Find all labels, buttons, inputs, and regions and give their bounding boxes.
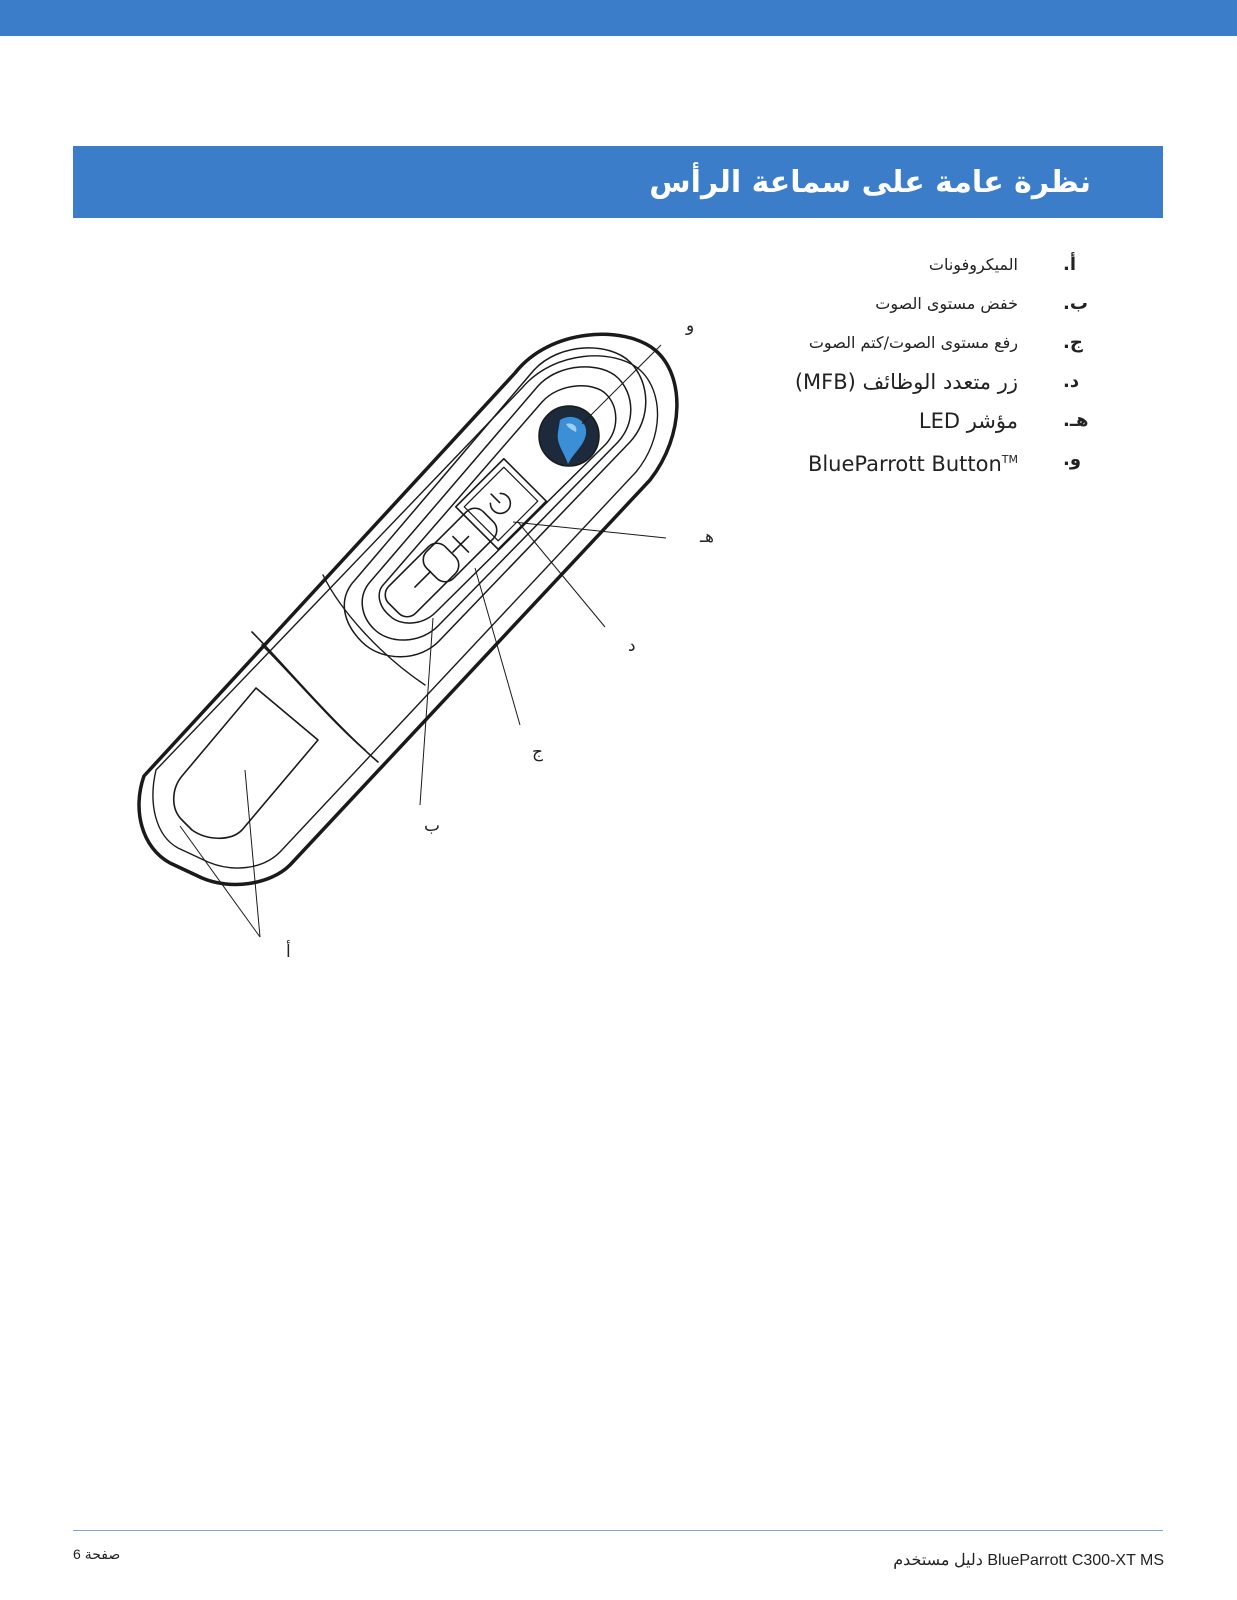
legend-text: رفع مستوى الصوت/كتم الصوت [808,333,1018,352]
legend-letter: ج [1069,332,1083,353]
legend-letter: أ [1069,254,1077,275]
headset-illustration [120,300,760,1000]
callout-a: أ [286,942,291,962]
mfb-button [456,459,547,550]
title-banner [73,146,1163,218]
callout-f: و [686,316,695,336]
blueparrott-button-logo [539,406,599,466]
top-color-bar [0,0,1237,36]
legend-item-volume-up-mute: ج. رفع مستوى الصوت/كتم الصوت [760,330,1090,369]
headset-figure [120,300,760,1000]
parts-legend [760,252,1090,486]
legend-item-led: هـ. مؤشر LED [918,409,1089,433]
page-title: نظرة عامة على سماعة الرأس [649,164,1091,200]
callout-e: هـ [700,527,714,547]
page-number [73,1546,120,1563]
legend-letter: هـ [1069,410,1089,431]
legend-text-main: BlueParrott Button [807,452,1002,476]
page-label: صفحة [84,1546,121,1562]
legend-letter: ب [1069,293,1088,314]
callout-c: ج [532,742,543,762]
guide-title: دليل مستخدم BlueParrott C300-XT MS [893,1552,1164,1569]
legend-text [808,447,1018,477]
legend-letter: د [1069,371,1080,392]
legend-text: الميكروفونات [928,255,1018,274]
mic-window [174,688,318,838]
legend-item-microphones: أ. الميكروفونات [760,252,1090,291]
trademark-sup: TM [1001,453,1018,466]
headset-body-outline [139,334,677,884]
legend-text: خفض مستوى الصوت [875,294,1018,313]
legend-item-volume-down: ب. خفض مستوى الصوت [760,291,1090,330]
page-number-value: 6 [73,1546,81,1562]
callout-d: د [628,636,636,656]
legend-item-mfb: د. زر متعدد الوظائف (MFB) [794,370,1080,394]
legend-letter: و [1069,449,1082,470]
footer-rule [73,1530,1163,1531]
legend-item-blueparrott-button: و. BlueParrott Button™ [807,449,1082,476]
legend-text: مؤشر LED [918,409,1018,433]
legend-text: زر متعدد الوظائف (MFB) [794,370,1018,394]
callout-b: ب [424,816,441,836]
